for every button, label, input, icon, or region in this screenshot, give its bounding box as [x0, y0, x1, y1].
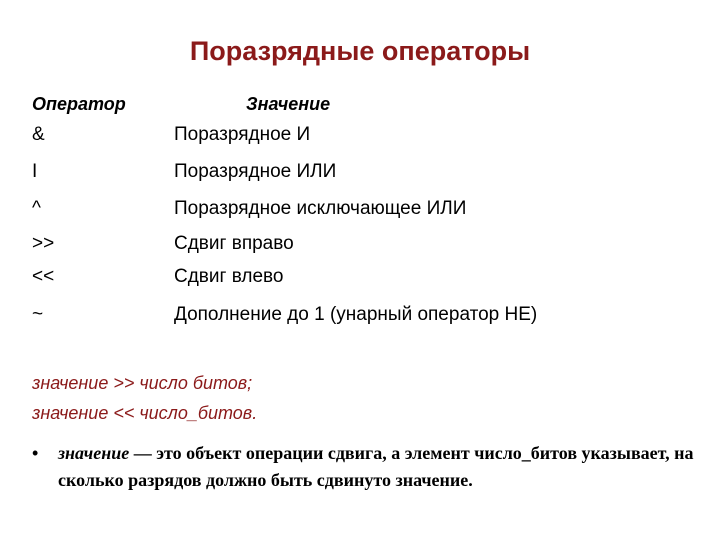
- table-row: [0, 266, 720, 294]
- column-header-value: Значение: [246, 94, 331, 114]
- table-row: [0, 198, 720, 226]
- operator-description: Дополнение до 1 (унарный оператор НЕ): [174, 304, 538, 325]
- operator-symbol: ~: [32, 304, 44, 325]
- explanation-text: [58, 440, 704, 494]
- table-row: [0, 304, 720, 332]
- operator-description: Поразрядное ИЛИ: [174, 161, 337, 182]
- table-row: [0, 233, 720, 261]
- operator-description: Поразрядное И: [174, 124, 311, 145]
- explanation-body: — это объект операции сдвига, а элемент число_битов указывает, на сколько разрядов должно быть сдвинуто значение.: [58, 443, 694, 490]
- operator-symbol: &: [32, 124, 45, 145]
- table-row: [0, 124, 720, 152]
- column-header-operator: Оператор: [32, 94, 126, 114]
- explanation-note: [32, 440, 704, 494]
- table-row: [0, 161, 720, 189]
- operator-description: Сдвиг вправо: [174, 233, 294, 254]
- operator-description: Сдвиг влево: [174, 266, 284, 287]
- operator-description: Поразрядное исключающее ИЛИ: [174, 198, 467, 219]
- syntax-line-left-shift: значение << число_битов.: [32, 403, 258, 423]
- slide-title: Поразрядные операторы: [189, 36, 531, 66]
- operator-symbol: <<: [32, 266, 55, 287]
- operator-symbol: ^: [32, 198, 41, 219]
- bullet-icon: •: [32, 443, 39, 463]
- operator-symbol: I: [32, 161, 38, 182]
- syntax-line-right-shift: значение >> число битов;: [32, 373, 253, 393]
- operator-symbol: >>: [32, 233, 55, 254]
- explanation-term: значение: [58, 443, 130, 463]
